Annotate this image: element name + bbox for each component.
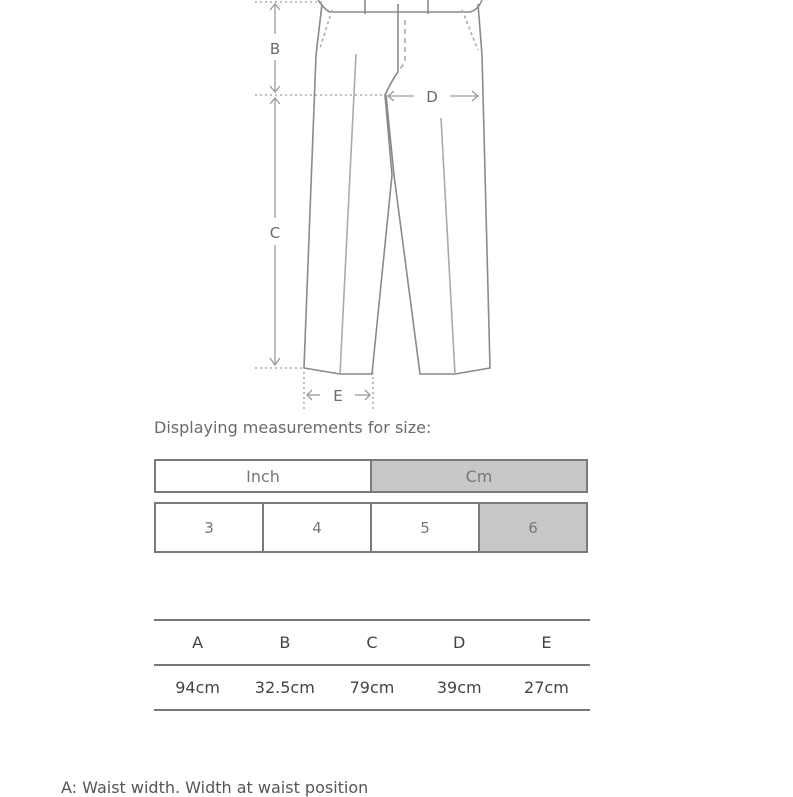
dimension-label-e: E [333,387,343,405]
measurement-note-a: A: Waist width. Width at waist position [61,778,369,797]
header-d: D [453,633,466,652]
dimension-label-b: B [269,40,281,58]
value-b: 32.5cm [254,678,315,697]
size-5-button[interactable]: 5 [370,504,478,551]
size-6-button[interactable]: 6 [478,504,586,551]
unit-inch-button[interactable]: Inch [246,466,280,486]
size-selector-heading: Displaying measurements for size: [154,418,432,437]
value-c: 79cm [349,678,395,697]
header-c: C [366,633,378,652]
value-e: 27cm [524,678,569,697]
table-divider [154,709,590,711]
header-e: E [541,633,552,652]
waistband [318,0,482,12]
table-value-row [154,666,590,709]
left-leg-outline [304,4,398,374]
unit-cm-button[interactable]: Cm [370,461,586,491]
dimension-label-c: C [269,224,281,242]
value-d: 39cm [436,678,482,697]
size-options [154,502,588,553]
right-leg-outline [386,4,490,374]
table-header-row [154,621,590,664]
value-a: 94cm [175,678,220,697]
size-4-button[interactable]: 4 [262,504,370,551]
unit-toggle [154,459,588,493]
header-b: B [279,633,291,652]
header-a: A [192,633,204,652]
measurements-table [154,619,590,711]
dimension-label-d: D [426,88,438,106]
size-3-button[interactable]: 3 [204,518,214,537]
